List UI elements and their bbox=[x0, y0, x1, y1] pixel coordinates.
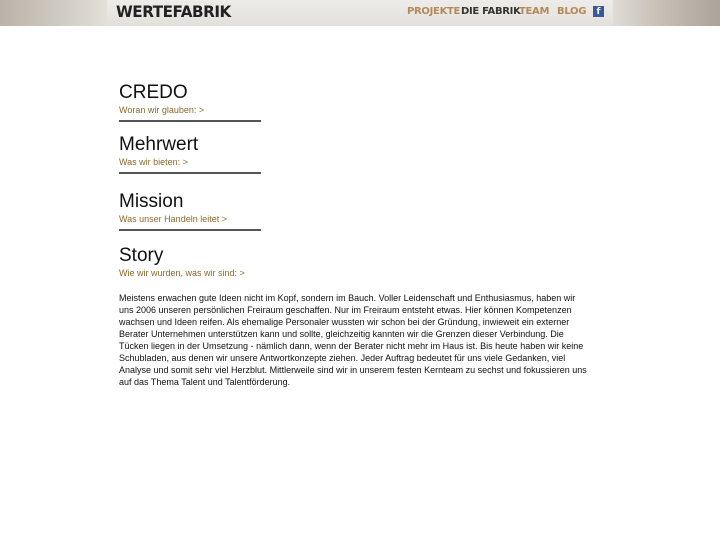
section-story bbox=[119, 246, 261, 279]
section-title: Mission bbox=[119, 191, 184, 212]
section-divider bbox=[119, 172, 261, 174]
section-link[interactable]: Woran wir glauben: > bbox=[119, 105, 205, 115]
section-title: CREDO bbox=[119, 82, 188, 103]
section-link[interactable]: Wie wir wurden, was wir sind: > bbox=[119, 268, 245, 278]
section-credo bbox=[119, 83, 261, 122]
story-text: Meistens erwachen gute Ideen nicht im Kopf, sondern im Bauch. Voller Leidenschaft und Enthusiasmus, haben wir uns 2006 unseren persönlichen Freiraum geschaffen. Nur im Freiraum entsteht etwas. Hier können Kompetenzen wachsen und Ideen reifen. Als ehemalige Personaler wussten wir schon bei der Gründung, inwieweit ein externer Berater Unternehmen unterstützen kann und sollte, gleichzeitig kannten wir die Grenzen dieser Verbindung. Die Tücken liegen in der Umsetzung - nämlich dann, wenn der Berater nicht mehr im Haus ist. Bis heute haben wir keine Schubladen, aus denen wir unsere Antwortkonzepte ziehen. Jeder Auftrag bedeutet für uns viele Gedanken, viel Analyse und somit sehr viel Herzblut. Mittlerweile sind wir in unserem festen Kernteam zu sechst und fokussieren uns auf das Thema Talent und Talentförderung. bbox=[119, 293, 587, 387]
section-title: Mehrwert bbox=[119, 134, 199, 155]
nav-die-fabrik[interactable]: DIE FABRIK bbox=[461, 6, 521, 17]
section-mission bbox=[119, 192, 261, 231]
section-link[interactable]: Was wir bieten: > bbox=[119, 157, 188, 167]
section-divider bbox=[119, 120, 261, 122]
nav-team[interactable]: TEAM bbox=[519, 6, 550, 17]
section-divider bbox=[119, 229, 261, 231]
section-mehrwert bbox=[119, 135, 261, 174]
section-link[interactable]: Was unser Handeln leitet > bbox=[119, 214, 227, 224]
nav-blog[interactable]: BLOG bbox=[557, 6, 587, 17]
site-logo[interactable]: WERTEFABRIK bbox=[116, 2, 231, 21]
section-title: Story bbox=[119, 245, 164, 266]
nav-projekte[interactable]: PROJEKTE bbox=[407, 6, 461, 17]
facebook-icon[interactable]: f bbox=[593, 6, 604, 17]
